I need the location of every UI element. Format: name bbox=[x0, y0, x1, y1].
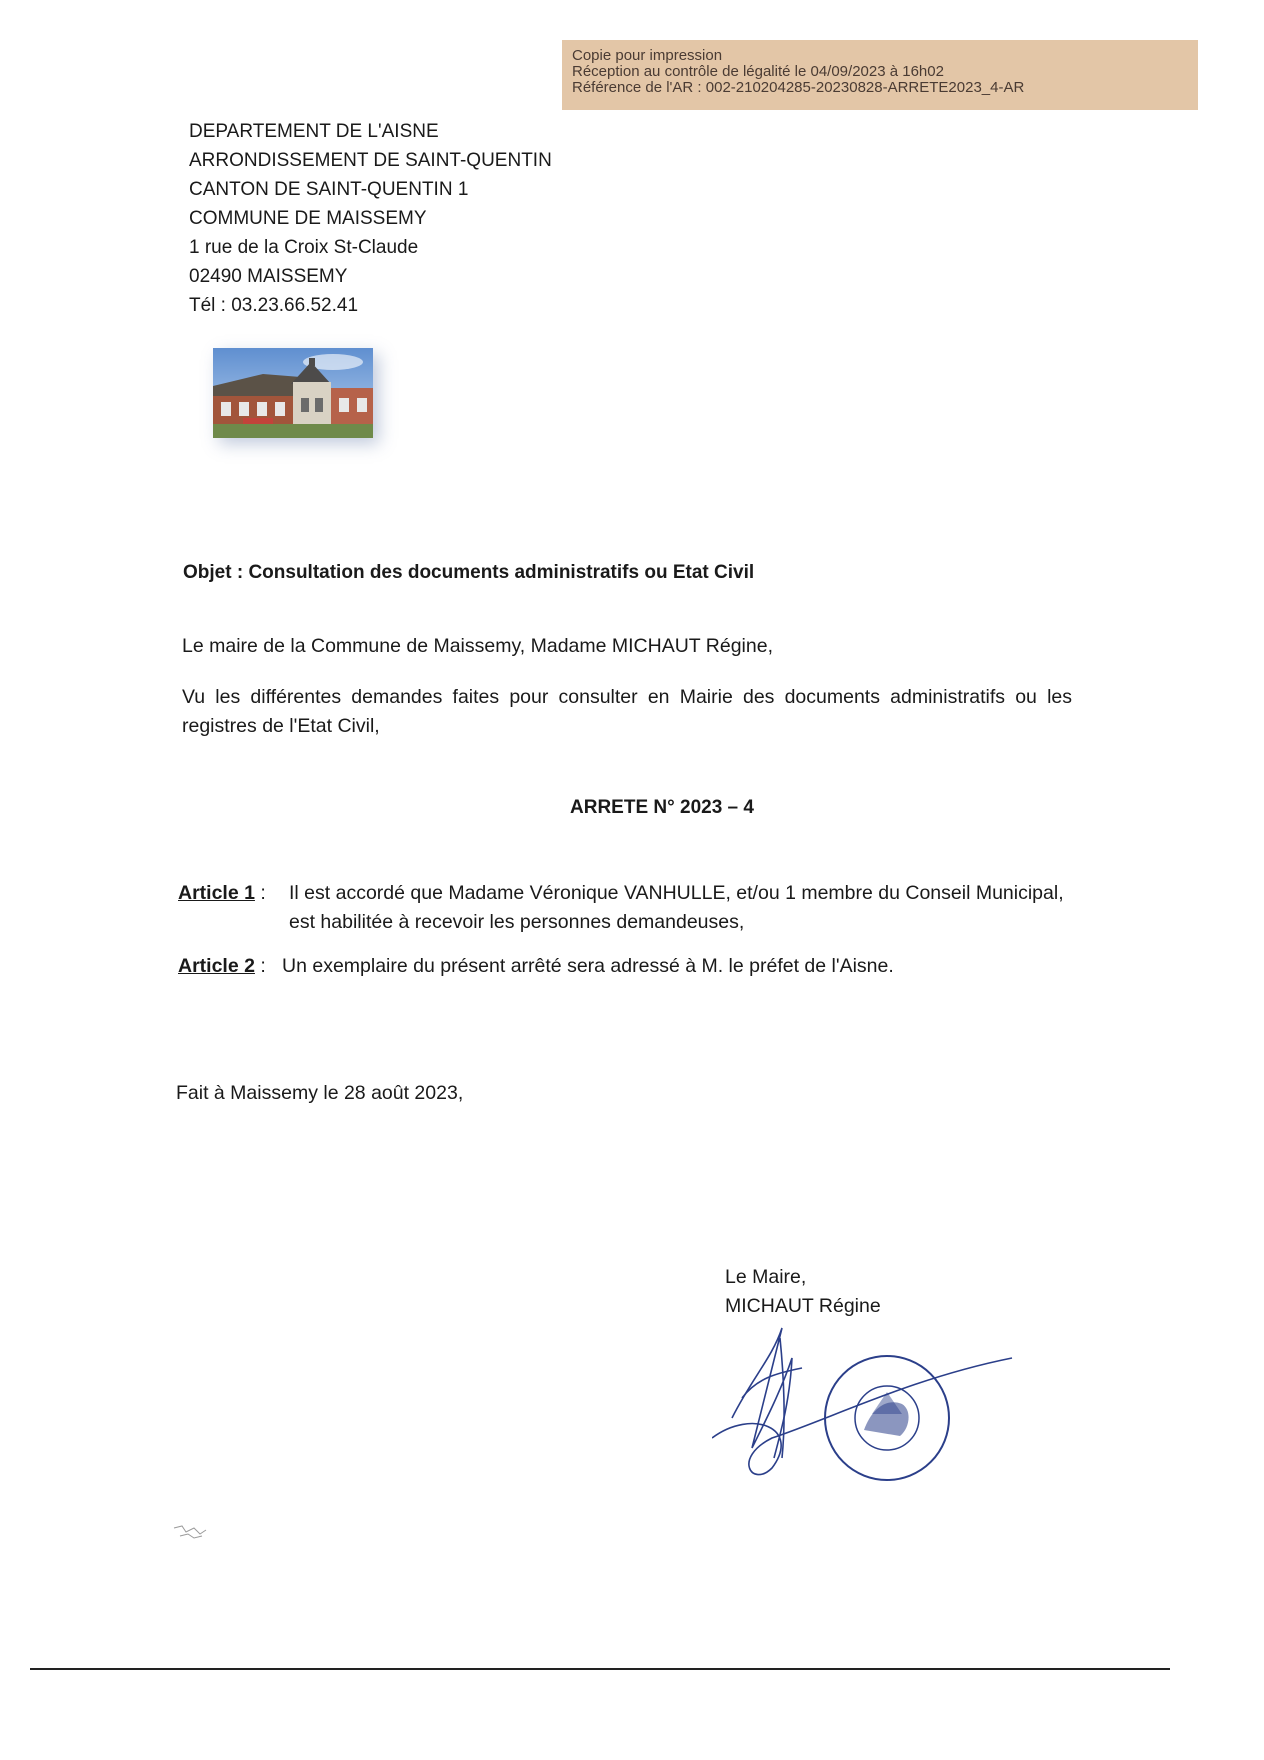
header-department: DEPARTEMENT DE L'AISNE bbox=[189, 121, 439, 142]
handwritten-signature bbox=[712, 1328, 1012, 1475]
article-1 bbox=[178, 879, 1064, 933]
page-bottom-rule bbox=[30, 1668, 1170, 1670]
header-canton: CANTON DE SAINT-QUENTIN 1 bbox=[189, 179, 469, 200]
town-hall-photo bbox=[213, 348, 373, 438]
scan-smudge bbox=[172, 1518, 212, 1544]
article-1-text bbox=[289, 879, 1064, 937]
article-2-text bbox=[282, 952, 894, 981]
header-arrondissement: ARRONDISSEMENT DE SAINT-QUENTIN bbox=[189, 150, 552, 171]
article-1-line-1: Il est accordé que Madame Véronique VANHULLE, et/ou 1 membre du Conseil Municipal, bbox=[289, 882, 1064, 904]
mayor-seal-and-signature bbox=[712, 1318, 1032, 1488]
reception-stamp bbox=[562, 40, 1198, 110]
article-2-sep: : bbox=[254, 955, 266, 977]
article-2 bbox=[178, 952, 894, 981]
header-city: 02490 MAISSEMY bbox=[189, 266, 348, 287]
header-phone: Tél : 03.23.66.52.41 bbox=[189, 295, 359, 316]
article-2-line-1: Un exemplaire du présent arrêté sera adressé à M. le préfet de l'Aisne. bbox=[282, 955, 894, 977]
town-hall-image bbox=[213, 348, 373, 438]
object-label: Objet : bbox=[183, 562, 244, 583]
signature-title: Le Maire, bbox=[725, 1266, 807, 1288]
signature-block bbox=[725, 1263, 881, 1321]
stamp-copy-line: Copie pour impression bbox=[572, 47, 723, 64]
object-text: Consultation des documents administratifs ou Etat Civil bbox=[248, 562, 755, 583]
article-1-line-2: est habilitée à recevoir les personnes demandeuses, bbox=[289, 911, 745, 933]
article-2-label: Article 2 bbox=[178, 955, 255, 977]
stamp-reference-line: Référence de l'AR : 002-210204285-20230828-ARRETE2023_4-AR bbox=[572, 79, 1025, 96]
header-commune: COMMUNE DE MAISSEMY bbox=[189, 208, 427, 229]
considering-paragraph: Vu les différentes demandes faites pour consulter en Mairie des documents administratifs ou les registres de l'Etat Civil, bbox=[182, 686, 1072, 737]
header-street: 1 rue de la Croix St-Claude bbox=[189, 237, 419, 258]
place-and-date: Fait à Maissemy le 28 août 2023, bbox=[176, 1082, 464, 1104]
letterhead bbox=[189, 117, 552, 320]
article-1-sep: : bbox=[254, 882, 266, 904]
object-line bbox=[183, 562, 754, 584]
municipal-seal bbox=[825, 1356, 949, 1480]
mayor-line: Le maire de la Commune de Maissemy, Madame MICHAUT Régine, bbox=[182, 635, 773, 657]
decree-title: ARRETE N° 2023 – 4 bbox=[570, 797, 754, 818]
article-1-label: Article 1 bbox=[178, 882, 255, 904]
signature-name: MICHAUT Régine bbox=[725, 1295, 881, 1317]
stamp-reception-line: Réception au contrôle de légalité le 04/09/2023 à 16h02 bbox=[572, 63, 944, 80]
